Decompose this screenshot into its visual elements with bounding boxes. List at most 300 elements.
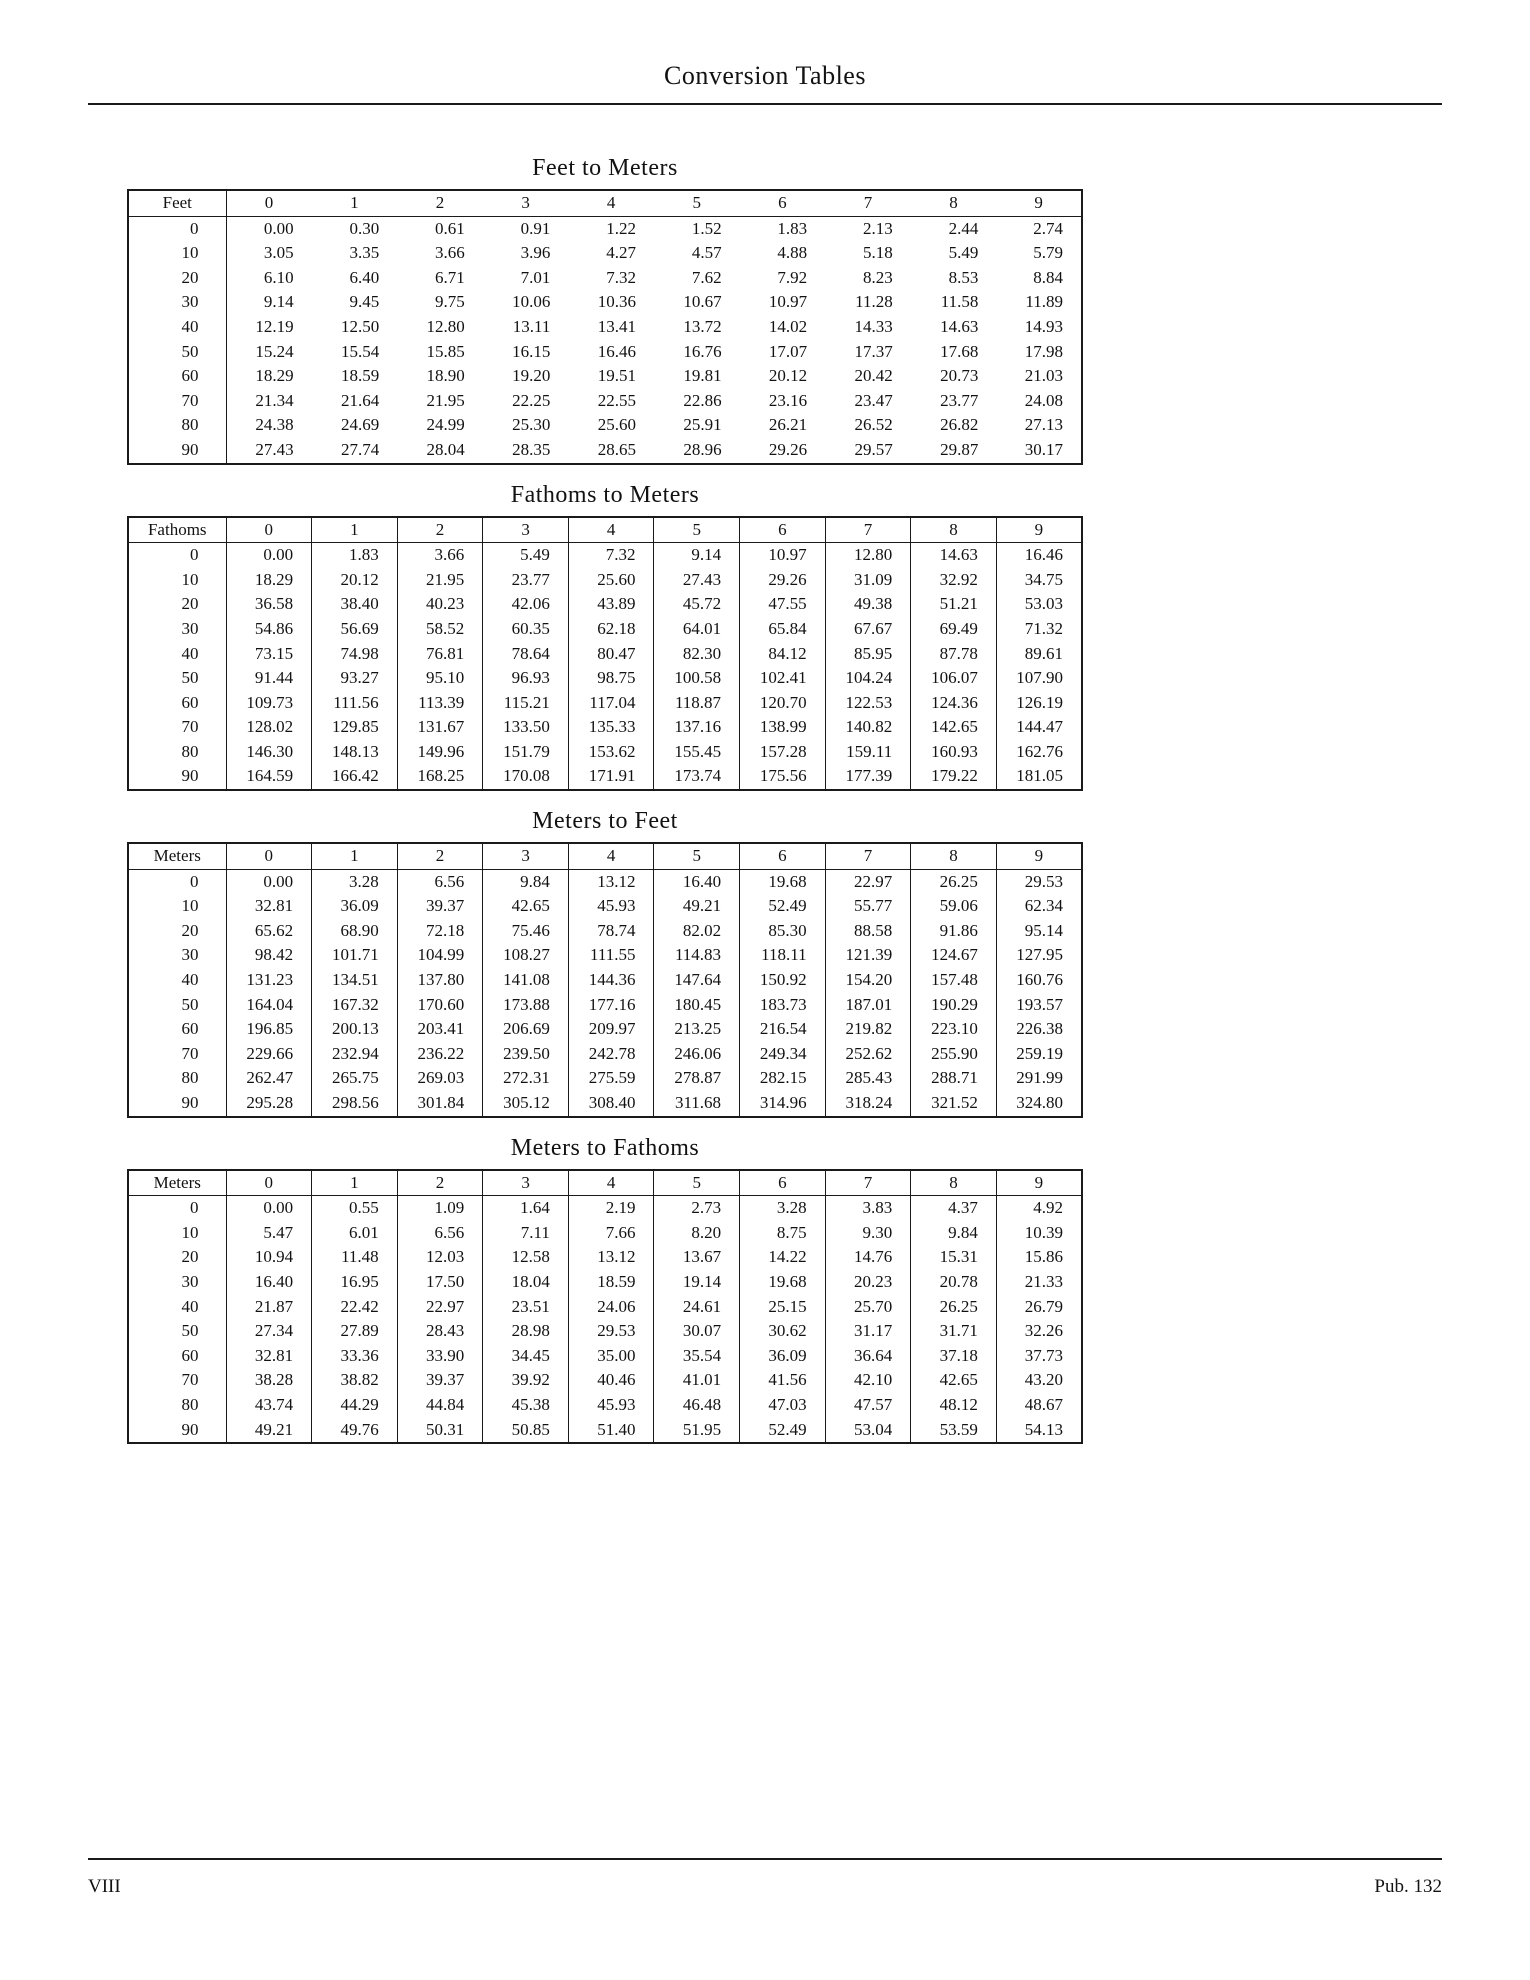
table-row: [128, 691, 1082, 716]
value-cell: 18.04: [483, 1270, 569, 1295]
value-cell: 168.25: [397, 764, 483, 790]
value-cell: 226.38: [996, 1017, 1082, 1042]
value-cell: 36.09: [740, 1344, 826, 1369]
value-cell: 223.10: [911, 1017, 997, 1042]
value-cell: 0.00: [263, 1198, 294, 1218]
value-cell: 21.34: [255, 390, 294, 410]
digit-header-cell: 9: [996, 517, 1082, 543]
table-header-row: [128, 190, 1082, 216]
tables-area: [127, 153, 1083, 1444]
value-cell: 301.84: [397, 1091, 483, 1117]
value-cell: 164.59: [246, 766, 294, 786]
row-label-cell: 20: [128, 919, 226, 944]
value-cell: 179.22: [911, 764, 997, 790]
value-cell: 9.75: [435, 292, 465, 312]
value-cell: 104.24: [825, 666, 911, 691]
value-cell: 147.64: [654, 968, 740, 993]
table-row: [128, 1196, 1082, 1221]
value-cell: 124.36: [911, 691, 997, 716]
value-cell: 21.03: [1024, 366, 1063, 386]
value-cell: 19.68: [740, 1270, 826, 1295]
value-cell: 106.07: [911, 666, 997, 691]
value-cell: 10.97: [768, 292, 808, 312]
row-label-cell: 40: [128, 642, 226, 667]
value-cell: 9.14: [654, 543, 740, 568]
value-cell: 82.30: [654, 642, 740, 667]
value-cell: 51.40: [568, 1418, 654, 1444]
value-cell: 67.67: [825, 617, 911, 642]
value-cell: 252.62: [825, 1042, 911, 1067]
table-row: [128, 438, 1082, 464]
value-cell: 14.22: [740, 1245, 826, 1270]
table-row: [128, 1042, 1082, 1067]
value-cell: 20.73: [940, 366, 979, 386]
value-cell: 149.96: [397, 740, 483, 765]
value-cell: 129.85: [312, 715, 398, 740]
value-cell: 187.01: [825, 993, 911, 1018]
table-row: [128, 413, 1082, 438]
value-cell: 47.55: [740, 592, 826, 617]
value-cell: 43.74: [254, 1394, 294, 1414]
value-cell: 10.36: [597, 292, 636, 312]
value-cell: 73.15: [254, 643, 294, 663]
value-cell: 0.61: [435, 218, 465, 238]
value-cell: 28.98: [483, 1319, 569, 1344]
table-row: [128, 315, 1082, 340]
value-cell: 175.56: [740, 764, 826, 790]
value-cell: 88.58: [825, 919, 911, 944]
value-cell: 7.01: [520, 267, 551, 287]
row-label-cell: 0: [128, 1196, 226, 1221]
digit-header-cell: 1: [312, 517, 398, 543]
value-cell: 229.66: [246, 1043, 294, 1063]
digit-header-cell: 8: [911, 190, 997, 216]
value-cell: 308.40: [568, 1091, 654, 1117]
header-rule: [88, 103, 1442, 105]
value-cell: 24.08: [1024, 390, 1063, 410]
value-cell: 272.31: [483, 1066, 569, 1091]
value-cell: 2.19: [568, 1196, 654, 1221]
value-cell: 121.39: [825, 943, 911, 968]
table-row: [128, 715, 1082, 740]
value-cell: 35.54: [654, 1344, 740, 1369]
value-cell: 9.14: [263, 292, 294, 312]
row-label-cell: 70: [128, 1368, 226, 1393]
page-header: [0, 0, 1530, 105]
value-cell: 159.11: [825, 740, 911, 765]
unit-header-cell: Fathoms: [128, 517, 226, 543]
value-cell: 26.79: [996, 1295, 1082, 1320]
value-cell: 19.20: [512, 366, 551, 386]
value-cell: 138.99: [740, 715, 826, 740]
value-cell: 181.05: [996, 764, 1082, 790]
digit-header-cell: 3: [483, 843, 569, 869]
value-cell: 298.56: [312, 1091, 398, 1117]
value-cell: 324.80: [996, 1091, 1082, 1117]
value-cell: 25.60: [597, 415, 636, 435]
value-cell: 25.70: [825, 1295, 911, 1320]
row-label-cell: 80: [128, 413, 226, 438]
value-cell: 259.19: [996, 1042, 1082, 1067]
value-cell: 239.50: [483, 1042, 569, 1067]
value-cell: 255.90: [911, 1042, 997, 1067]
value-cell: 190.29: [911, 993, 997, 1018]
value-cell: 27.34: [254, 1321, 294, 1341]
value-cell: 115.21: [483, 691, 569, 716]
row-label-cell: 80: [128, 740, 226, 765]
value-cell: 98.75: [568, 666, 654, 691]
value-cell: 144.47: [996, 715, 1082, 740]
value-cell: 19.81: [683, 366, 722, 386]
value-cell: 126.19: [996, 691, 1082, 716]
row-label-cell: 10: [128, 894, 226, 919]
value-cell: 157.28: [740, 740, 826, 765]
value-cell: 25.30: [512, 415, 551, 435]
value-cell: 80.47: [568, 642, 654, 667]
value-cell: 2.73: [654, 1196, 740, 1221]
value-cell: 114.83: [654, 943, 740, 968]
table-row: [128, 389, 1082, 414]
value-cell: 27.89: [312, 1319, 398, 1344]
value-cell: 56.69: [312, 617, 398, 642]
value-cell: 7.32: [606, 267, 636, 287]
value-cell: 51.95: [654, 1418, 740, 1444]
value-cell: 48.12: [911, 1393, 997, 1418]
value-cell: 35.00: [568, 1344, 654, 1369]
row-label-cell: 0: [128, 543, 226, 568]
value-cell: 7.62: [691, 267, 722, 287]
value-cell: 62.18: [568, 617, 654, 642]
value-cell: 120.70: [740, 691, 826, 716]
digit-header-cell: 0: [226, 843, 312, 869]
value-cell: 72.18: [397, 919, 483, 944]
table-header-row: [128, 843, 1082, 869]
value-cell: 153.62: [568, 740, 654, 765]
value-cell: 27.74: [340, 439, 380, 459]
value-cell: 160.76: [996, 968, 1082, 993]
value-cell: 157.48: [911, 968, 997, 993]
table-row: [128, 1418, 1082, 1444]
digit-header-cell: 2: [397, 190, 483, 216]
value-cell: 4.37: [911, 1196, 997, 1221]
value-cell: 68.90: [312, 919, 398, 944]
value-cell: 16.46: [996, 543, 1082, 568]
value-cell: 5.47: [263, 1222, 294, 1242]
value-cell: 13.11: [512, 316, 551, 336]
value-cell: 1.83: [312, 543, 398, 568]
value-cell: 15.85: [426, 341, 465, 361]
value-cell: 13.12: [568, 1245, 654, 1270]
digit-header-cell: 5: [654, 190, 740, 216]
table-row: [128, 1066, 1082, 1091]
value-cell: 111.56: [312, 691, 398, 716]
value-cell: 7.66: [568, 1221, 654, 1246]
value-cell: 17.37: [854, 341, 893, 361]
value-cell: 13.12: [568, 869, 654, 894]
value-cell: 3.83: [825, 1196, 911, 1221]
value-cell: 135.33: [568, 715, 654, 740]
digit-header-cell: 9: [996, 190, 1082, 216]
value-cell: 155.45: [654, 740, 740, 765]
value-cell: 6.01: [312, 1221, 398, 1246]
value-cell: 32.81: [254, 896, 294, 916]
value-cell: 2.74: [1033, 218, 1063, 238]
value-cell: 162.76: [996, 740, 1082, 765]
digit-header-cell: 1: [312, 1170, 398, 1196]
value-cell: 27.43: [654, 568, 740, 593]
section-fathoms-to-meters: [127, 480, 1083, 792]
table-row: [128, 568, 1082, 593]
digit-header-cell: 5: [654, 1170, 740, 1196]
value-cell: 24.99: [426, 415, 465, 435]
value-cell: 262.47: [246, 1068, 294, 1088]
value-cell: 151.79: [483, 740, 569, 765]
value-cell: 203.41: [397, 1017, 483, 1042]
digit-header-cell: 6: [740, 843, 826, 869]
digit-header-cell: 2: [397, 1170, 483, 1196]
value-cell: 27.13: [1024, 415, 1063, 435]
value-cell: 8.53: [948, 267, 979, 287]
value-cell: 113.39: [397, 691, 483, 716]
value-cell: 29.87: [940, 439, 979, 459]
value-cell: 21.95: [426, 390, 465, 410]
value-cell: 53.04: [825, 1418, 911, 1444]
table-row: [128, 1091, 1082, 1117]
value-cell: 89.61: [996, 642, 1082, 667]
value-cell: 108.27: [483, 943, 569, 968]
value-cell: 14.63: [911, 543, 997, 568]
digit-header-cell: 1: [312, 843, 398, 869]
row-label-cell: 60: [128, 691, 226, 716]
digit-header-cell: 6: [740, 517, 826, 543]
value-cell: 164.04: [246, 994, 294, 1014]
value-cell: 1.52: [691, 218, 722, 238]
value-cell: 46.48: [654, 1393, 740, 1418]
value-cell: 311.68: [654, 1091, 740, 1117]
value-cell: 49.38: [825, 592, 911, 617]
value-cell: 14.33: [854, 316, 893, 336]
digit-header-cell: 5: [654, 517, 740, 543]
value-cell: 75.46: [483, 919, 569, 944]
page-title: Conversion Tables: [664, 61, 866, 90]
value-cell: 137.16: [654, 715, 740, 740]
value-cell: 31.17: [825, 1319, 911, 1344]
value-cell: 26.21: [768, 415, 808, 435]
digit-header-cell: 3: [483, 1170, 569, 1196]
digit-header-cell: 8: [911, 1170, 997, 1196]
value-cell: 42.65: [483, 894, 569, 919]
value-cell: 216.54: [740, 1017, 826, 1042]
value-cell: 71.32: [996, 617, 1082, 642]
value-cell: 76.81: [397, 642, 483, 667]
digit-header-cell: 4: [568, 1170, 654, 1196]
table-row: [128, 364, 1082, 389]
value-cell: 40.23: [397, 592, 483, 617]
value-cell: 295.28: [246, 1093, 294, 1112]
value-cell: 9.30: [825, 1221, 911, 1246]
value-cell: 28.65: [597, 439, 636, 459]
value-cell: 6.71: [435, 267, 465, 287]
value-cell: 23.16: [768, 390, 808, 410]
value-cell: 26.52: [854, 415, 893, 435]
value-cell: 122.53: [825, 691, 911, 716]
value-cell: 2.44: [948, 218, 979, 238]
value-cell: 249.34: [740, 1042, 826, 1067]
value-cell: 314.96: [740, 1091, 826, 1117]
value-cell: 18.90: [426, 366, 465, 386]
value-cell: 131.23: [246, 970, 294, 990]
value-cell: 8.84: [1033, 267, 1063, 287]
digit-header-cell: 0: [226, 1170, 312, 1196]
table-row: [128, 340, 1082, 365]
table-row: [128, 666, 1082, 691]
value-cell: 8.20: [654, 1221, 740, 1246]
value-cell: 39.37: [397, 1368, 483, 1393]
table-row: [128, 764, 1082, 790]
value-cell: 200.13: [312, 1017, 398, 1042]
row-label-cell: 10: [128, 241, 226, 266]
value-cell: 3.05: [263, 243, 294, 263]
row-label-cell: 80: [128, 1066, 226, 1091]
value-cell: 3.66: [435, 243, 465, 263]
fathoms-to-meters-table: [127, 516, 1083, 792]
value-cell: 32.92: [911, 568, 997, 593]
value-cell: 22.42: [312, 1295, 398, 1320]
table-row: [128, 919, 1082, 944]
value-cell: 20.12: [768, 366, 808, 386]
value-cell: 16.15: [512, 341, 551, 361]
value-cell: 24.61: [654, 1295, 740, 1320]
value-cell: 134.51: [312, 968, 398, 993]
value-cell: 53.59: [911, 1418, 997, 1444]
value-cell: 78.74: [568, 919, 654, 944]
value-cell: 41.56: [740, 1368, 826, 1393]
value-cell: 65.84: [740, 617, 826, 642]
value-cell: 144.36: [568, 968, 654, 993]
unit-header-cell: Meters: [128, 1170, 226, 1196]
footer-rule: [88, 1858, 1442, 1860]
value-cell: 170.08: [483, 764, 569, 790]
value-cell: 33.36: [312, 1344, 398, 1369]
digit-header-cell: 6: [740, 1170, 826, 1196]
digit-header-cell: 7: [825, 1170, 911, 1196]
value-cell: 18.29: [254, 569, 294, 589]
value-cell: 128.02: [246, 717, 294, 737]
value-cell: 213.25: [654, 1017, 740, 1042]
value-cell: 39.92: [483, 1368, 569, 1393]
value-cell: 22.25: [512, 390, 551, 410]
page-footer: [88, 1876, 1442, 1898]
value-cell: 146.30: [246, 741, 294, 761]
value-cell: 29.57: [854, 439, 893, 459]
value-cell: 74.98: [312, 642, 398, 667]
value-cell: 69.49: [911, 617, 997, 642]
table-row: [128, 943, 1082, 968]
table-row: [128, 1368, 1082, 1393]
table-row: [128, 1319, 1082, 1344]
value-cell: 65.62: [254, 920, 294, 940]
value-cell: 28.35: [512, 439, 551, 459]
table-row: [128, 617, 1082, 642]
value-cell: 87.78: [911, 642, 997, 667]
value-cell: 31.09: [825, 568, 911, 593]
value-cell: 131.67: [397, 715, 483, 740]
table-row: [128, 1221, 1082, 1246]
value-cell: 19.68: [740, 869, 826, 894]
value-cell: 38.40: [312, 592, 398, 617]
value-cell: 209.97: [568, 1017, 654, 1042]
value-cell: 14.93: [1024, 316, 1063, 336]
value-cell: 118.11: [740, 943, 826, 968]
value-cell: 111.55: [568, 943, 654, 968]
value-cell: 167.32: [312, 993, 398, 1018]
value-cell: 24.38: [255, 415, 294, 435]
meters-to-feet-table: [127, 842, 1083, 1118]
value-cell: 9.84: [483, 869, 569, 894]
value-cell: 12.58: [483, 1245, 569, 1270]
value-cell: 282.15: [740, 1066, 826, 1091]
value-cell: 91.86: [911, 919, 997, 944]
digit-header-cell: 8: [911, 517, 997, 543]
digit-header-cell: 3: [483, 517, 569, 543]
value-cell: 171.91: [568, 764, 654, 790]
value-cell: 17.07: [768, 341, 808, 361]
value-cell: 141.08: [483, 968, 569, 993]
value-cell: 45.93: [568, 894, 654, 919]
digit-header-cell: 7: [825, 517, 911, 543]
value-cell: 31.71: [911, 1319, 997, 1344]
value-cell: 142.65: [911, 715, 997, 740]
value-cell: 100.58: [654, 666, 740, 691]
digit-header-cell: 5: [654, 843, 740, 869]
row-label-cell: 60: [128, 1344, 226, 1369]
value-cell: 23.77: [483, 568, 569, 593]
value-cell: 5.18: [863, 243, 893, 263]
row-label-cell: 10: [128, 568, 226, 593]
value-cell: 265.75: [312, 1066, 398, 1091]
value-cell: 12.50: [340, 316, 380, 336]
value-cell: 29.53: [996, 869, 1082, 894]
value-cell: 1.22: [606, 218, 636, 238]
value-cell: 219.82: [825, 1017, 911, 1042]
value-cell: 0.00: [263, 871, 294, 891]
value-cell: 10.39: [996, 1221, 1082, 1246]
table-row: [128, 740, 1082, 765]
row-label-cell: 90: [128, 438, 226, 464]
value-cell: 28.96: [683, 439, 722, 459]
value-cell: 32.26: [996, 1319, 1082, 1344]
value-cell: 98.42: [254, 945, 294, 965]
section-meters-to-fathoms: [127, 1133, 1083, 1445]
value-cell: 5.49: [483, 543, 569, 568]
value-cell: 19.14: [654, 1270, 740, 1295]
table-row: [128, 290, 1082, 315]
value-cell: 3.66: [397, 543, 483, 568]
value-cell: 170.60: [397, 993, 483, 1018]
row-label-cell: 40: [128, 1295, 226, 1320]
value-cell: 0.00: [263, 545, 294, 565]
value-cell: 5.79: [1033, 243, 1063, 263]
digit-header-cell: 6: [740, 190, 826, 216]
value-cell: 8.23: [863, 267, 893, 287]
value-cell: 12.19: [255, 316, 294, 336]
value-cell: 0.91: [520, 218, 551, 238]
value-cell: 246.06: [654, 1042, 740, 1067]
value-cell: 236.22: [397, 1042, 483, 1067]
value-cell: 95.10: [397, 666, 483, 691]
value-cell: 38.82: [312, 1368, 398, 1393]
value-cell: 93.27: [312, 666, 398, 691]
